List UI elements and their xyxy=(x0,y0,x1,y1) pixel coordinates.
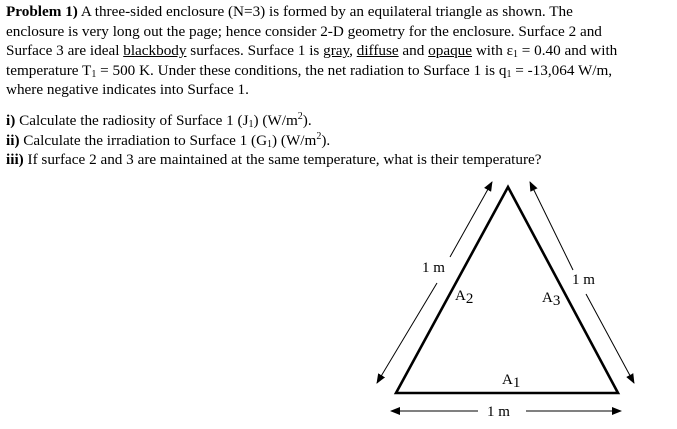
problem-text: = 0.40 and with xyxy=(518,42,618,59)
surface-1-label xyxy=(502,372,520,391)
problem-text: with ε xyxy=(472,42,513,59)
subscript: 1 xyxy=(506,68,512,80)
question-label: iii) xyxy=(6,151,24,168)
surface-3-letter: A xyxy=(542,290,553,306)
subscript: 1 xyxy=(91,68,97,80)
superscript: 2 xyxy=(297,111,303,122)
question-label: ii) xyxy=(6,131,20,149)
problem-text: , xyxy=(349,42,357,59)
problem-text: Surface 3 are ideal xyxy=(6,42,124,59)
problem-text: A three-sided enclosure (N=3) is formed by an equilateral triangle as shown. The xyxy=(77,3,573,20)
right-dimension-label: 1 m xyxy=(572,272,595,288)
left-dimension-line-upper xyxy=(450,182,492,257)
right-dimension-line-upper xyxy=(530,182,573,270)
question-text: If surface 2 and 3 are maintained at the same temperature, what is their temperature? xyxy=(23,151,542,168)
right-dimension-line-lower xyxy=(586,294,634,383)
question-text: Calculate the irradiation to Surface 1 (G xyxy=(19,131,268,149)
problem-line-5: where negative indicates into Surface 1. xyxy=(6,81,249,98)
superscript: 2 xyxy=(316,130,322,142)
problem-heading: Problem 1) xyxy=(6,3,78,20)
surface-3-subscript: 3 xyxy=(552,293,561,309)
subscript: 1 xyxy=(267,138,273,150)
surface-1-letter: A xyxy=(502,372,513,388)
bottom-dimension-label: 1 m xyxy=(487,404,510,420)
blackbody-term: blackbody xyxy=(123,42,187,59)
problem-text: = 500 K. Under these conditions, the net radiation to Surface 1 is q xyxy=(96,61,507,79)
subscript: 1 xyxy=(513,49,518,60)
question-text: Calculate the radiosity of Surface 1 (J xyxy=(15,112,249,129)
question-label: i) xyxy=(6,112,16,129)
problem-text: temperature T xyxy=(6,61,92,79)
problem-text: = -13,064 W/m, xyxy=(511,61,613,79)
problem-line-2: enclosure is very long out the page; hence consider 2-D geometry for the enclosure. Surface 2 and xyxy=(6,22,602,40)
subscript: 1 xyxy=(248,119,254,130)
surface-3-label xyxy=(542,290,560,309)
surface-2-label xyxy=(455,288,473,307)
question-text: ) (W/m xyxy=(272,131,317,149)
equilateral-triangle xyxy=(396,187,618,393)
diffuse-term: diffuse xyxy=(356,42,399,59)
question-text: ). xyxy=(321,131,331,149)
problem-text: surfaces. Surface 1 is xyxy=(186,42,324,59)
surface-2-subscript: 2 xyxy=(465,291,474,307)
problem-text: and xyxy=(398,42,429,59)
opaque-term: opaque xyxy=(428,42,473,59)
question-text: ). xyxy=(302,112,312,129)
question-text: ) (W/m xyxy=(253,112,298,129)
surface-2-letter: A xyxy=(455,288,466,304)
left-dimension-label: 1 m xyxy=(422,260,445,276)
gray-term: gray xyxy=(323,42,350,59)
surface-1-subscript: 1 xyxy=(512,375,521,391)
